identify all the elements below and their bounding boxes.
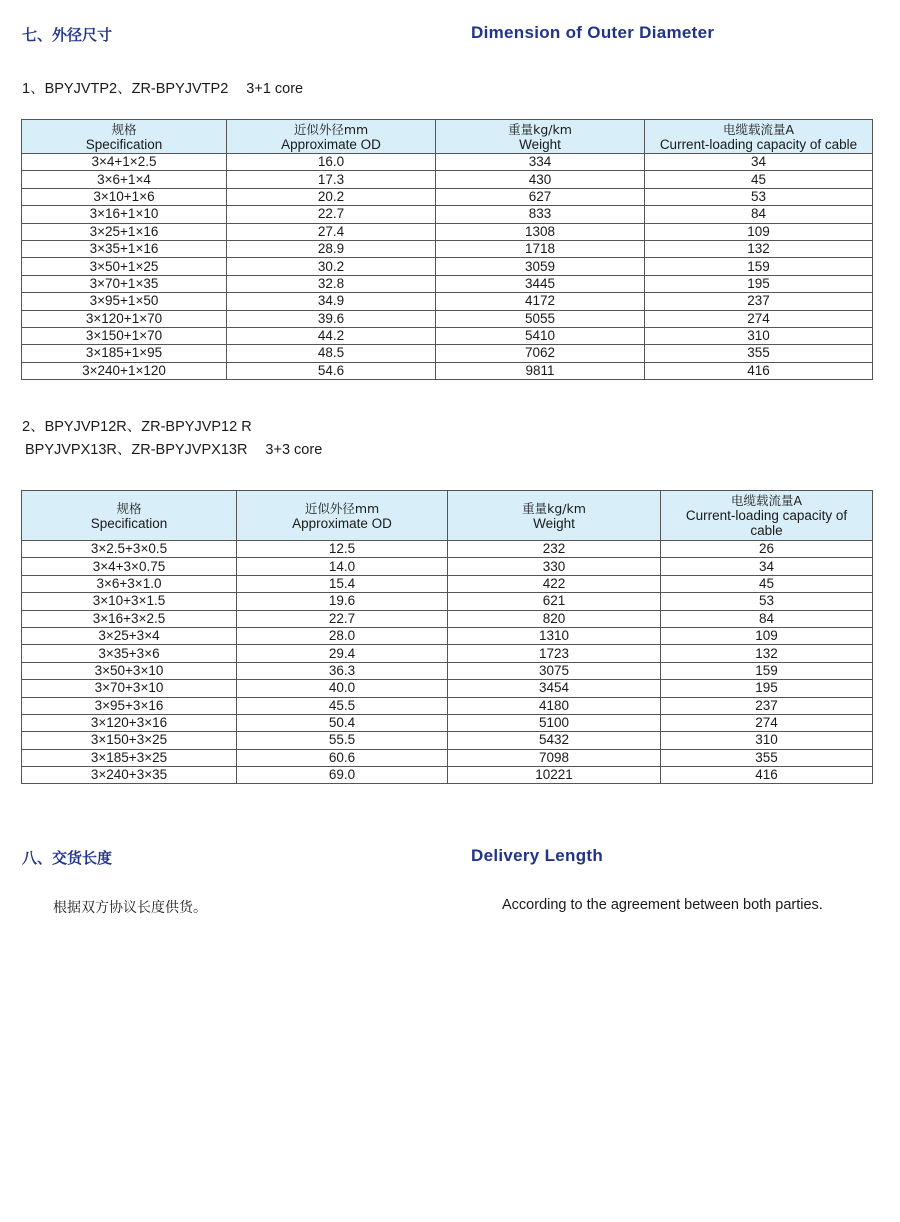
table2-body bbox=[22, 541, 873, 784]
cell-spec: 3×95+1×50 bbox=[22, 293, 227, 310]
cell-spec: 3×10+1×6 bbox=[22, 188, 227, 205]
cell-current: 416 bbox=[661, 767, 873, 784]
cell-od: 69.0 bbox=[237, 767, 448, 784]
cell-od: 34.9 bbox=[227, 293, 436, 310]
table2 bbox=[21, 490, 873, 784]
table1-body bbox=[22, 154, 873, 380]
cell-spec: 3×25+3×4 bbox=[22, 627, 237, 644]
table2-header-od: 近似外径mm Approximate OD bbox=[237, 491, 448, 541]
cell-weight: 1718 bbox=[436, 240, 645, 257]
cell-spec: 3×95+3×16 bbox=[22, 697, 237, 714]
table-row bbox=[22, 680, 873, 697]
cell-weight: 3454 bbox=[448, 680, 661, 697]
cell-weight: 1723 bbox=[448, 645, 661, 662]
cell-current: 26 bbox=[661, 541, 873, 558]
cell-od: 12.5 bbox=[237, 541, 448, 558]
cell-weight: 5055 bbox=[436, 310, 645, 327]
table2-header-weight: 重量kg/km Weight bbox=[448, 491, 661, 541]
table-row bbox=[22, 258, 873, 275]
table1-header-current: 电缆载流量A Current-loading capacity of cable bbox=[645, 120, 873, 154]
table1-header-spec: 规格 Specification bbox=[22, 120, 227, 154]
table-row bbox=[22, 541, 873, 558]
cell-spec: 3×240+3×35 bbox=[22, 767, 237, 784]
table-row bbox=[22, 293, 873, 310]
cell-od: 36.3 bbox=[237, 662, 448, 679]
cell-current: 355 bbox=[661, 749, 873, 766]
cell-od: 27.4 bbox=[227, 223, 436, 240]
cell-current: 159 bbox=[645, 258, 873, 275]
table2-model-names: BPYJVPX13R、ZR-BPYJVPX13R bbox=[25, 442, 248, 458]
cell-spec: 3×185+1×95 bbox=[22, 345, 227, 362]
cell-current: 132 bbox=[661, 645, 873, 662]
cell-weight: 7098 bbox=[448, 749, 661, 766]
section8-title-en: Delivery Length bbox=[471, 846, 604, 865]
cell-weight: 1308 bbox=[436, 223, 645, 240]
cell-od: 40.0 bbox=[237, 680, 448, 697]
cell-od: 50.4 bbox=[237, 714, 448, 731]
cell-weight: 5432 bbox=[448, 732, 661, 749]
cell-spec: 3×4+3×0.75 bbox=[22, 558, 237, 575]
cell-od: 14.0 bbox=[237, 558, 448, 575]
cell-od: 15.4 bbox=[237, 575, 448, 592]
cell-weight: 430 bbox=[436, 171, 645, 188]
cell-spec: 3×6+1×4 bbox=[22, 171, 227, 188]
cell-weight: 4180 bbox=[448, 697, 661, 714]
cell-od: 29.4 bbox=[237, 645, 448, 662]
cell-weight: 9811 bbox=[436, 362, 645, 379]
cell-weight: 422 bbox=[448, 575, 661, 592]
cell-weight: 330 bbox=[448, 558, 661, 575]
cell-current: 237 bbox=[645, 293, 873, 310]
table-row bbox=[22, 645, 873, 662]
cell-current: 274 bbox=[661, 714, 873, 731]
section7-title-en: Dimension of Outer Diameter bbox=[471, 23, 715, 42]
cell-spec: 3×2.5+3×0.5 bbox=[22, 541, 237, 558]
table-row bbox=[22, 171, 873, 188]
table-row bbox=[22, 362, 873, 379]
table2-core: 3+3 core bbox=[265, 442, 323, 458]
cell-spec: 3×185+3×25 bbox=[22, 749, 237, 766]
section8-title-cn: 八、交货长度 bbox=[22, 849, 113, 867]
cell-od: 16.0 bbox=[227, 154, 436, 171]
table-row bbox=[22, 154, 873, 171]
cell-weight: 3445 bbox=[436, 275, 645, 292]
cell-weight: 621 bbox=[448, 593, 661, 610]
table2-header-current: 电缆载流量A Current-loading capacity of cable bbox=[661, 491, 873, 541]
cell-current: 45 bbox=[645, 171, 873, 188]
cell-od: 32.8 bbox=[227, 275, 436, 292]
cell-od: 44.2 bbox=[227, 327, 436, 344]
table1-core: 3+1 core bbox=[246, 81, 304, 97]
cell-weight: 3075 bbox=[448, 662, 661, 679]
cell-spec: 3×16+1×10 bbox=[22, 206, 227, 223]
cell-od: 19.6 bbox=[237, 593, 448, 610]
cell-spec: 3×10+3×1.5 bbox=[22, 593, 237, 610]
table-row bbox=[22, 767, 873, 784]
cell-spec: 3×240+1×120 bbox=[22, 362, 227, 379]
cell-spec: 3×35+3×6 bbox=[22, 645, 237, 662]
table-row bbox=[22, 593, 873, 610]
table-row bbox=[22, 575, 873, 592]
cell-current: 109 bbox=[661, 627, 873, 644]
delivery-text-en: According to the agreement between both parties. bbox=[502, 897, 823, 913]
cell-weight: 7062 bbox=[436, 345, 645, 362]
table-row bbox=[22, 275, 873, 292]
cell-spec: 3×25+1×16 bbox=[22, 223, 227, 240]
cell-od: 54.6 bbox=[227, 362, 436, 379]
cell-current: 195 bbox=[645, 275, 873, 292]
table2-header-row bbox=[22, 491, 873, 541]
section7-title-cn: 七、外径尺寸 bbox=[22, 26, 113, 44]
cell-current: 159 bbox=[661, 662, 873, 679]
cell-spec: 3×120+3×16 bbox=[22, 714, 237, 731]
table-row bbox=[22, 732, 873, 749]
cell-weight: 833 bbox=[436, 206, 645, 223]
table-row bbox=[22, 206, 873, 223]
table2-subtitle-line1: 2、BPYJVP12R、ZR-BPYJVP12 R bbox=[22, 419, 252, 435]
cell-current: 416 bbox=[645, 362, 873, 379]
cell-current: 237 bbox=[661, 697, 873, 714]
cell-spec: 3×16+3×2.5 bbox=[22, 610, 237, 627]
delivery-text-cn: 根据双方协议长度供货。 bbox=[53, 900, 207, 916]
table-row bbox=[22, 188, 873, 205]
cell-weight: 10221 bbox=[448, 767, 661, 784]
cell-spec: 3×50+3×10 bbox=[22, 662, 237, 679]
cell-weight: 334 bbox=[436, 154, 645, 171]
table1 bbox=[21, 119, 873, 380]
table-row bbox=[22, 697, 873, 714]
table1-model-names: 1、BPYJVTP2、ZR-BPYJVTP2 bbox=[22, 81, 229, 97]
cell-current: 53 bbox=[661, 593, 873, 610]
cell-current: 84 bbox=[661, 610, 873, 627]
table1-header-od: 近似外径mm Approximate OD bbox=[227, 120, 436, 154]
cell-od: 28.9 bbox=[227, 240, 436, 257]
cell-current: 132 bbox=[645, 240, 873, 257]
cell-od: 28.0 bbox=[237, 627, 448, 644]
cell-od: 17.3 bbox=[227, 171, 436, 188]
cell-od: 22.7 bbox=[227, 206, 436, 223]
table-row bbox=[22, 223, 873, 240]
cell-weight: 3059 bbox=[436, 258, 645, 275]
table-row bbox=[22, 627, 873, 644]
cell-weight: 820 bbox=[448, 610, 661, 627]
table-row bbox=[22, 749, 873, 766]
table1-header-weight: 重量kg/km Weight bbox=[436, 120, 645, 154]
cell-current: 274 bbox=[645, 310, 873, 327]
cell-od: 39.6 bbox=[227, 310, 436, 327]
cell-weight: 4172 bbox=[436, 293, 645, 310]
cell-weight: 627 bbox=[436, 188, 645, 205]
table-row bbox=[22, 240, 873, 257]
cell-spec: 3×6+3×1.0 bbox=[22, 575, 237, 592]
cell-od: 22.7 bbox=[237, 610, 448, 627]
cell-current: 45 bbox=[661, 575, 873, 592]
cell-weight: 1310 bbox=[448, 627, 661, 644]
table-row bbox=[22, 327, 873, 344]
cell-spec: 3×70+1×35 bbox=[22, 275, 227, 292]
table1-header-row bbox=[22, 120, 873, 154]
cell-spec: 3×35+1×16 bbox=[22, 240, 227, 257]
cell-weight: 5410 bbox=[436, 327, 645, 344]
table2-header-spec: 规格 Specification bbox=[22, 491, 237, 541]
table-row bbox=[22, 345, 873, 362]
cell-current: 310 bbox=[661, 732, 873, 749]
cell-od: 30.2 bbox=[227, 258, 436, 275]
table-row bbox=[22, 310, 873, 327]
cell-spec: 3×150+1×70 bbox=[22, 327, 227, 344]
table-row bbox=[22, 662, 873, 679]
cell-spec: 3×4+1×2.5 bbox=[22, 154, 227, 171]
cell-od: 48.5 bbox=[227, 345, 436, 362]
cell-spec: 3×50+1×25 bbox=[22, 258, 227, 275]
table-row bbox=[22, 558, 873, 575]
table1-subtitle bbox=[22, 77, 303, 98]
cell-current: 53 bbox=[645, 188, 873, 205]
cell-spec: 3×70+3×10 bbox=[22, 680, 237, 697]
cell-weight: 232 bbox=[448, 541, 661, 558]
cell-weight: 5100 bbox=[448, 714, 661, 731]
cell-current: 310 bbox=[645, 327, 873, 344]
cell-od: 45.5 bbox=[237, 697, 448, 714]
cell-current: 109 bbox=[645, 223, 873, 240]
cell-od: 20.2 bbox=[227, 188, 436, 205]
table-row bbox=[22, 610, 873, 627]
cell-current: 34 bbox=[661, 558, 873, 575]
cell-current: 34 bbox=[645, 154, 873, 171]
cell-current: 195 bbox=[661, 680, 873, 697]
table2-subtitle-line2 bbox=[25, 438, 322, 459]
cell-od: 55.5 bbox=[237, 732, 448, 749]
cell-current: 355 bbox=[645, 345, 873, 362]
cell-current: 84 bbox=[645, 206, 873, 223]
table-row bbox=[22, 714, 873, 731]
cell-spec: 3×120+1×70 bbox=[22, 310, 227, 327]
cell-spec: 3×150+3×25 bbox=[22, 732, 237, 749]
cell-od: 60.6 bbox=[237, 749, 448, 766]
